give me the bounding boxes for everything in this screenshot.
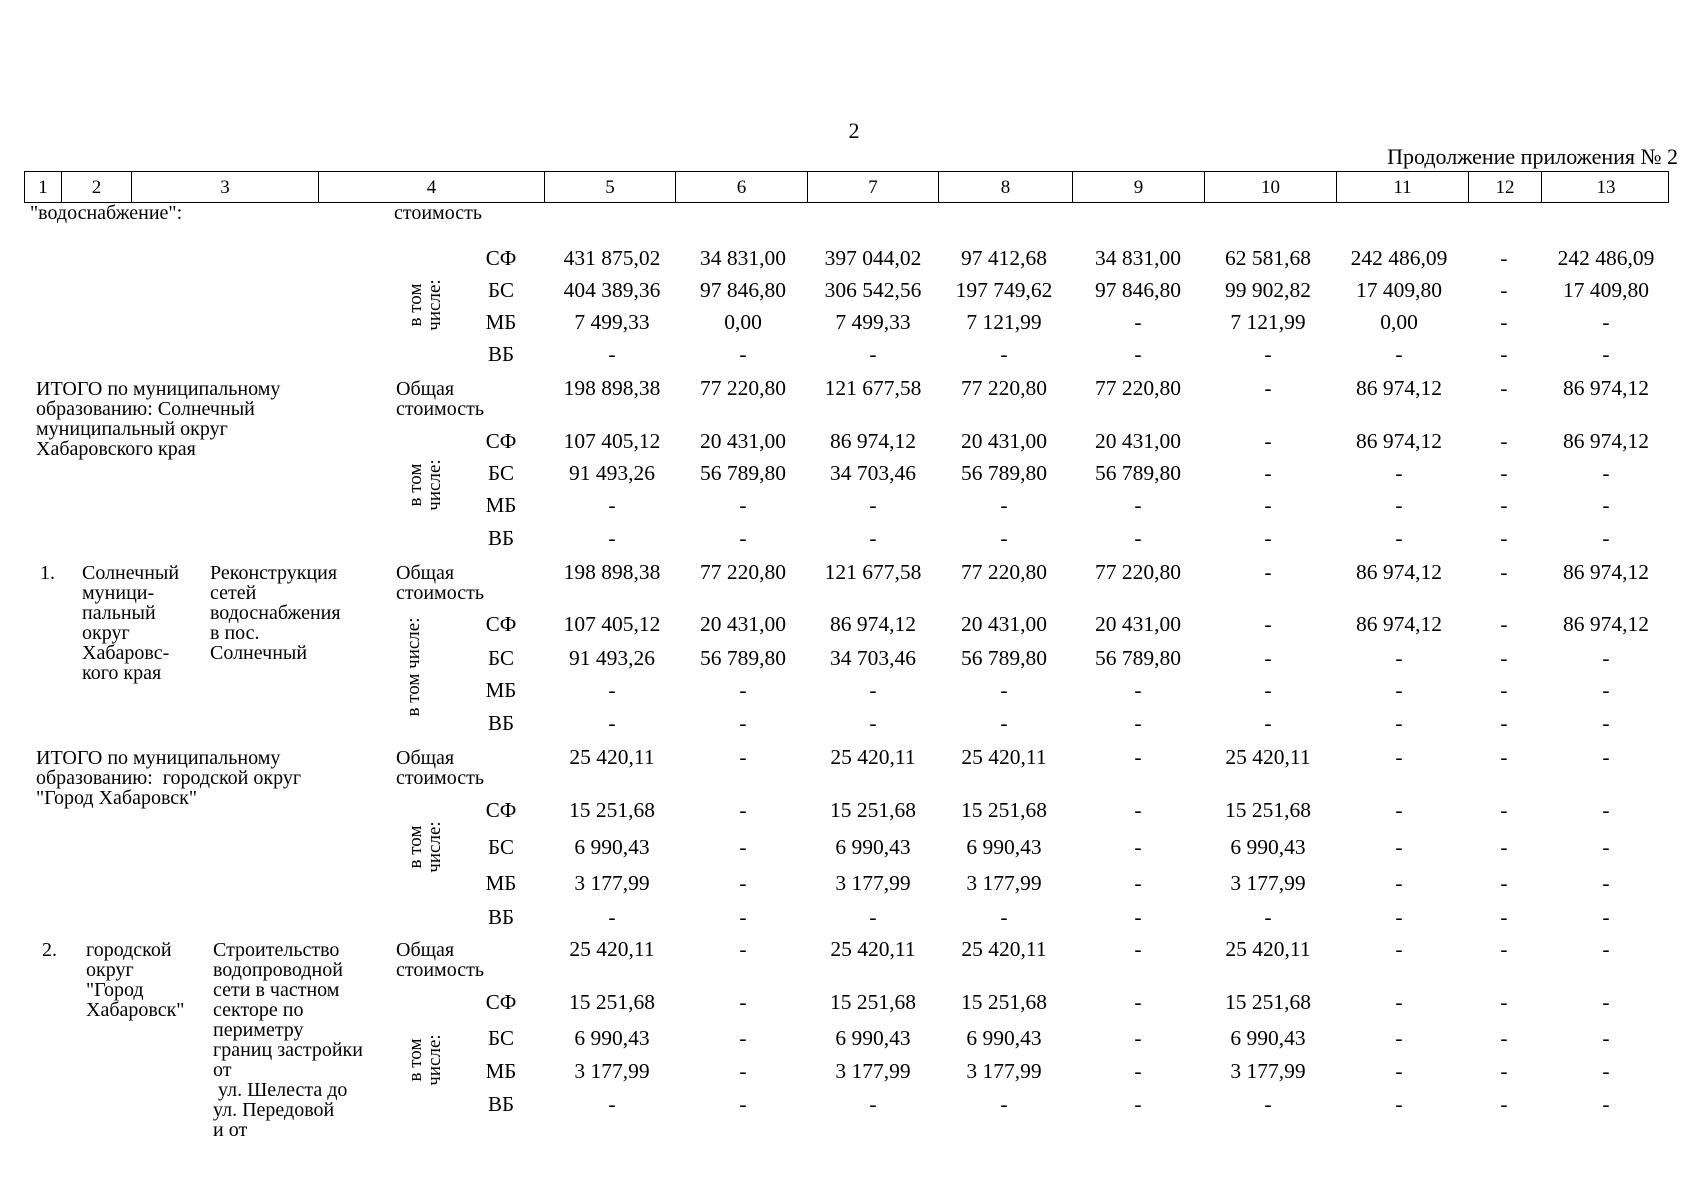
block-itogo-solnechny-row-2-col-9: - <box>1134 493 1142 517</box>
block-2-row-1-col-12: - <box>1500 1026 1508 1050</box>
block-itogo-solnechny-class-0: СФ <box>485 429 517 453</box>
block-1-total-col-13: 86 974,12 <box>1563 560 1649 584</box>
block-carry-row-1-col-9: 97 846,80 <box>1095 278 1181 302</box>
block-itogo-khabarovsk-row-0-col-9: - <box>1134 798 1142 822</box>
block-itogo-khabarovsk-row-1-col-9: - <box>1134 835 1142 859</box>
block-itogo-khabarovsk-row-1-col-13: - <box>1602 835 1610 859</box>
header-col-4: 4 <box>318 172 544 202</box>
block-carry-row-1-col-12: - <box>1500 278 1508 302</box>
block-itogo-solnechny-row-2-col-13: - <box>1602 493 1610 517</box>
block-2-row-0-col-12: - <box>1500 990 1508 1014</box>
block-2-row-1-col-8: 6 990,43 <box>966 1026 1042 1050</box>
block-2-row-1-col-5: 6 990,43 <box>574 1026 650 1050</box>
block-carry-class-2: МБ <box>485 310 517 334</box>
block-itogo-solnechny-row-2-col-7: - <box>869 493 877 517</box>
block-itogo-khabarovsk-total-col-5: 25 420,11 <box>569 745 655 769</box>
block-carry-v-tom-chisle: в том числе: <box>405 279 445 331</box>
block-itogo-khabarovsk-row-1-col-6: - <box>739 835 747 859</box>
block-1-total-col-11: 86 974,12 <box>1356 560 1442 584</box>
block-itogo-solnechny-row-0-col-10: - <box>1264 429 1272 453</box>
block-1-row-1-col-11: - <box>1395 646 1403 670</box>
block-1-row-0-col-11: 86 974,12 <box>1356 612 1442 636</box>
header-col-7: 7 <box>807 172 938 202</box>
block-1-row-1-col-6: 56 789,80 <box>700 646 786 670</box>
block-2-class-3: ВБ <box>487 1092 515 1116</box>
block-itogo-solnechny-total-col-5: 198 898,38 <box>563 376 661 400</box>
block-1-total-label: Общая стоимость <box>396 562 484 604</box>
block-carry-row-2-col-5: 7 499,33 <box>574 310 650 334</box>
block-carry-row-1-col-10: 99 902,82 <box>1225 278 1311 302</box>
block-itogo-solnechny-row-0-col-9: 20 431,00 <box>1095 429 1181 453</box>
block-1-row-2-col-12: - <box>1500 678 1508 702</box>
block-itogo-solnechny-v-tom-chisle: в том числе: <box>405 459 445 511</box>
block-itogo-solnechny-row-3-col-12: - <box>1500 526 1508 550</box>
block-itogo-solnechny-total-col-13: 86 974,12 <box>1563 376 1649 400</box>
block-itogo-solnechny-row-0-col-8: 20 431,00 <box>961 429 1047 453</box>
block-itogo-khabarovsk-total-col-9: - <box>1134 745 1142 769</box>
block-itogo-solnechny-row-0-col-12: - <box>1500 429 1508 453</box>
block-2-row-3-col-10: - <box>1264 1092 1272 1116</box>
block-carry-row-2-col-7: 7 499,33 <box>835 310 911 334</box>
header-col-13: 13 <box>1541 172 1670 202</box>
block-itogo-khabarovsk-row-0-col-13: - <box>1602 798 1610 822</box>
block-carry-row-2-col-12: - <box>1500 310 1508 334</box>
block-carry-row-0-col-8: 97 412,68 <box>961 246 1047 270</box>
block-itogo-khabarovsk-row-3-col-12: - <box>1500 905 1508 929</box>
block-itogo-solnechny-row-0-col-5: 107 405,12 <box>563 429 661 453</box>
block-1-row-2-col-8: - <box>1000 678 1008 702</box>
block-2-row-1-col-9: - <box>1134 1026 1142 1050</box>
block-2-row-0-col-8: 15 251,68 <box>961 990 1047 1014</box>
block-2-row-2-col-10: 3 177,99 <box>1230 1059 1306 1083</box>
block-2-class-2: МБ <box>485 1059 517 1083</box>
block-itogo-khabarovsk-row-2-col-11: - <box>1395 871 1403 895</box>
block-itogo-khabarovsk-total-col-13: - <box>1602 745 1610 769</box>
block-itogo-solnechny-total-col-9: 77 220,80 <box>1095 376 1181 400</box>
block-carry-row-3-col-6: - <box>739 342 747 366</box>
block-carry-row-0-col-11: 242 486,09 <box>1350 246 1448 270</box>
block-1-number: 1. <box>40 562 55 584</box>
block-2-row-2-col-11: - <box>1395 1059 1403 1083</box>
block-itogo-khabarovsk-row-1-col-8: 6 990,43 <box>966 835 1042 859</box>
block-2-row-0-col-6: - <box>739 990 747 1014</box>
block-carry-row-0-col-6: 34 831,00 <box>700 246 786 270</box>
block-carry-row-3-col-13: - <box>1602 342 1610 366</box>
block-1-total-col-12: - <box>1500 560 1508 584</box>
block-1-row-3-col-10: - <box>1264 711 1272 735</box>
block-itogo-solnechny-row-0-col-6: 20 431,00 <box>700 429 786 453</box>
block-carry-row-3-col-9: - <box>1134 342 1142 366</box>
block-itogo-solnechny-row-3-col-6: - <box>739 526 747 550</box>
block-1-total-col-10: - <box>1264 560 1272 584</box>
column-number-header <box>24 171 1669 203</box>
block-itogo-khabarovsk-row-3-col-11: - <box>1395 905 1403 929</box>
block-itogo-solnechny-row-3-col-8: - <box>1000 526 1008 550</box>
block-itogo-khabarovsk-row-2-col-7: 3 177,99 <box>835 871 911 895</box>
block-itogo-khabarovsk-row-3-col-10: - <box>1264 905 1272 929</box>
block-2-row-0-col-9: - <box>1134 990 1142 1014</box>
block-itogo-khabarovsk-row-2-col-8: 3 177,99 <box>966 871 1042 895</box>
block-2-row-2-col-13: - <box>1602 1059 1610 1083</box>
block-itogo-solnechny-row-2-col-12: - <box>1500 493 1508 517</box>
block-2-row-0-col-13: - <box>1602 990 1610 1014</box>
block-itogo-khabarovsk-row-3-col-9: - <box>1134 905 1142 929</box>
block-2-class-1: БС <box>488 1026 514 1050</box>
block-itogo-solnechny-row-1-col-13: - <box>1602 461 1610 485</box>
block-itogo-khabarovsk-total-col-11: - <box>1395 745 1403 769</box>
block-itogo-khabarovsk-total-col-10: 25 420,11 <box>1225 745 1311 769</box>
block-itogo-khabarovsk-row-0-col-8: 15 251,68 <box>961 798 1047 822</box>
header-col-6: 6 <box>675 172 807 202</box>
block-2-total-col-6: - <box>739 937 747 961</box>
appendix-title: Продолжение приложения № 2 <box>1387 144 1678 169</box>
block-itogo-khabarovsk-row-3-col-13: - <box>1602 905 1610 929</box>
block-1-row-3-col-12: - <box>1500 711 1508 735</box>
block-1-row-0-col-9: 20 431,00 <box>1095 612 1181 636</box>
block-2-row-1-col-10: 6 990,43 <box>1230 1026 1306 1050</box>
block-itogo-khabarovsk-row-2-col-10: 3 177,99 <box>1230 871 1306 895</box>
header-col-1: 1 <box>38 177 48 198</box>
block-1-total-col-8: 77 220,80 <box>961 560 1047 584</box>
block-1-row-2-col-10: - <box>1264 678 1272 702</box>
block-itogo-solnechny-row-2-col-11: - <box>1395 493 1403 517</box>
block-itogo-solnechny-row-2-col-10: - <box>1264 493 1272 517</box>
block-itogo-solnechny-title: ИТОГО по муниципальному образованию: Солнечный муниципальный округ Хабаровского края <box>36 378 281 460</box>
block-2-row-0-col-10: 15 251,68 <box>1225 990 1311 1014</box>
block-itogo-solnechny-row-3-col-10: - <box>1264 526 1272 550</box>
block-itogo-khabarovsk-row-1-col-12: - <box>1500 835 1508 859</box>
block-carry-row-2-col-13: - <box>1602 310 1610 334</box>
block-1-class-3: ВБ <box>487 711 515 735</box>
block-1-row-0-col-10: - <box>1264 612 1272 636</box>
block-2-row-2-col-12: - <box>1500 1059 1508 1083</box>
header-col-11: 11 <box>1336 172 1468 202</box>
block-itogo-solnechny-total-col-12: - <box>1500 376 1508 400</box>
block-2-row-1-col-6: - <box>739 1026 747 1050</box>
block-itogo-solnechny-total-col-8: 77 220,80 <box>961 376 1047 400</box>
block-itogo-solnechny-total-col-11: 86 974,12 <box>1356 376 1442 400</box>
block-itogo-khabarovsk-row-1-col-10: 6 990,43 <box>1230 835 1306 859</box>
block-itogo-solnechny-row-1-col-10: - <box>1264 461 1272 485</box>
block-1-row-3-col-5: - <box>608 711 616 735</box>
block-carry-row-0-col-9: 34 831,00 <box>1095 246 1181 270</box>
block-carry-row-2-col-11: 0,00 <box>1380 310 1418 334</box>
block-1-row-0-col-6: 20 431,00 <box>700 612 786 636</box>
block-carry-row-1-col-8: 197 749,62 <box>955 278 1053 302</box>
block-itogo-solnechny-row-0-col-13: 86 974,12 <box>1563 429 1649 453</box>
block-itogo-solnechny-class-2: МБ <box>485 493 517 517</box>
block-itogo-solnechny-row-0-col-7: 86 974,12 <box>830 429 916 453</box>
block-itogo-solnechny-row-2-col-6: - <box>739 493 747 517</box>
block-itogo-khabarovsk-row-0-col-6: - <box>739 798 747 822</box>
block-1-municipality: Солнечный муници- пальный округ Хабаровс- кого края <box>82 562 180 684</box>
block-itogo-khabarovsk-v-tom-chisle: в том числе: <box>405 821 445 873</box>
block-itogo-solnechny-row-3-col-11: - <box>1395 526 1403 550</box>
block-itogo-solnechny-class-1: БС <box>488 461 514 485</box>
block-itogo-khabarovsk-row-0-col-5: 15 251,68 <box>569 798 655 822</box>
block-1-row-1-col-9: 56 789,80 <box>1095 646 1181 670</box>
block-2-object: Строительство водопроводной сети в частном секторе по периметру границ застройки от ул. Шелеста до ул. Передовой и от <box>213 939 363 1141</box>
block-carry-row-3-col-12: - <box>1500 342 1508 366</box>
carryover-cost-tail: стоимость <box>394 202 482 224</box>
block-itogo-khabarovsk-total-col-7: 25 420,11 <box>830 745 916 769</box>
block-1-total-col-9: 77 220,80 <box>1095 560 1181 584</box>
block-itogo-khabarovsk-row-2-col-12: - <box>1500 871 1508 895</box>
block-2-row-3-col-7: - <box>869 1092 877 1116</box>
block-carry-row-1-col-13: 17 409,80 <box>1563 278 1649 302</box>
block-1-row-0-col-8: 20 431,00 <box>961 612 1047 636</box>
block-1-object: Реконструкция сетей водоснабжения в пос. Солнечный <box>210 562 341 664</box>
block-1-total-col-6: 77 220,80 <box>700 560 786 584</box>
block-itogo-solnechny-total-col-6: 77 220,80 <box>700 376 786 400</box>
block-itogo-solnechny-row-1-col-8: 56 789,80 <box>961 461 1047 485</box>
block-itogo-solnechny-row-1-col-7: 34 703,46 <box>830 461 916 485</box>
block-itogo-khabarovsk-row-2-col-6: - <box>739 871 747 895</box>
block-1-row-1-col-13: - <box>1602 646 1610 670</box>
block-itogo-khabarovsk-row-2-col-13: - <box>1602 871 1610 895</box>
block-carry-row-1-col-5: 404 389,36 <box>563 278 661 302</box>
block-2-row-1-col-11: - <box>1395 1026 1403 1050</box>
block-itogo-khabarovsk-row-3-col-8: - <box>1000 905 1008 929</box>
block-2-row-2-col-5: 3 177,99 <box>574 1059 650 1083</box>
block-itogo-khabarovsk-class-1: БС <box>488 835 514 859</box>
block-2-row-2-col-8: 3 177,99 <box>966 1059 1042 1083</box>
block-1-row-1-col-10: - <box>1264 646 1272 670</box>
block-1-row-0-col-12: - <box>1500 612 1508 636</box>
block-carry-row-0-col-5: 431 875,02 <box>563 246 661 270</box>
block-1-row-3-col-9: - <box>1134 711 1142 735</box>
block-carry-row-1-col-6: 97 846,80 <box>700 278 786 302</box>
block-1-total-col-7: 121 677,58 <box>824 560 922 584</box>
block-2-total-col-8: 25 420,11 <box>961 937 1047 961</box>
block-itogo-khabarovsk-class-0: СФ <box>485 798 517 822</box>
block-itogo-solnechny-total-col-7: 121 677,58 <box>824 376 922 400</box>
block-carry-row-0-col-7: 397 044,02 <box>824 246 922 270</box>
block-2-row-1-col-13: - <box>1602 1026 1610 1050</box>
block-itogo-khabarovsk-row-0-col-11: - <box>1395 798 1403 822</box>
block-1-row-2-col-11: - <box>1395 678 1403 702</box>
block-itogo-khabarovsk-total-col-12: - <box>1500 745 1508 769</box>
block-carry-row-2-col-8: 7 121,99 <box>966 310 1042 334</box>
block-2-row-3-col-11: - <box>1395 1092 1403 1116</box>
block-itogo-khabarovsk-title: ИТОГО по муниципальному образованию: городской округ "Город Хабаровск" <box>36 747 302 809</box>
block-itogo-solnechny-row-3-col-7: - <box>869 526 877 550</box>
header-col-10: 10 <box>1204 172 1336 202</box>
header-col-12: 12 <box>1468 172 1541 202</box>
block-1-row-3-col-7: - <box>869 711 877 735</box>
block-1-row-3-col-13: - <box>1602 711 1610 735</box>
block-1-row-1-col-12: - <box>1500 646 1508 670</box>
block-itogo-solnechny-row-1-col-11: - <box>1395 461 1403 485</box>
block-itogo-khabarovsk-total-label: Общая стоимость <box>396 747 484 789</box>
block-2-row-3-col-5: - <box>608 1092 616 1116</box>
block-itogo-solnechny-row-1-col-9: 56 789,80 <box>1095 461 1181 485</box>
block-1-row-2-col-5: - <box>608 678 616 702</box>
block-1-total-col-5: 198 898,38 <box>563 560 661 584</box>
block-1-row-2-col-9: - <box>1134 678 1142 702</box>
block-itogo-solnechny-class-3: ВБ <box>487 526 515 550</box>
block-2-v-tom-chisle: в том числе: <box>405 1034 445 1086</box>
block-carry-row-0-col-10: 62 581,68 <box>1225 246 1311 270</box>
block-itogo-solnechny-row-3-col-9: - <box>1134 526 1142 550</box>
block-1-row-0-col-7: 86 974,12 <box>830 612 916 636</box>
block-carry-row-0-col-13: 242 486,09 <box>1557 246 1655 270</box>
block-itogo-khabarovsk-row-1-col-7: 6 990,43 <box>835 835 911 859</box>
block-itogo-khabarovsk-total-col-8: 25 420,11 <box>961 745 1047 769</box>
block-itogo-khabarovsk-row-1-col-11: - <box>1395 835 1403 859</box>
block-2-row-0-col-11: - <box>1395 990 1403 1014</box>
block-1-row-0-col-13: 86 974,12 <box>1563 612 1649 636</box>
block-2-row-3-col-8: - <box>1000 1092 1008 1116</box>
block-2-total-col-12: - <box>1500 937 1508 961</box>
block-itogo-khabarovsk-row-3-col-6: - <box>739 905 747 929</box>
block-1-v-tom-chisle: в том числе: <box>403 617 424 717</box>
header-col-9: 9 <box>1072 172 1204 202</box>
block-carry-class-1: БС <box>488 278 514 302</box>
block-carry-row-3-col-11: - <box>1395 342 1403 366</box>
block-itogo-solnechny-row-2-col-5: - <box>608 493 616 517</box>
block-itogo-solnechny-row-1-col-5: 91 493,26 <box>569 461 655 485</box>
block-carry-row-2-col-9: - <box>1134 310 1142 334</box>
block-1-row-3-col-8: - <box>1000 711 1008 735</box>
block-1-row-1-col-5: 91 493,26 <box>569 646 655 670</box>
block-itogo-solnechny-total-label: Общая стоимость <box>396 378 484 420</box>
block-itogo-solnechny-row-3-col-13: - <box>1602 526 1610 550</box>
block-carry-row-2-col-10: 7 121,99 <box>1230 310 1306 334</box>
header-col-8: 8 <box>938 172 1072 202</box>
block-2-total-col-9: - <box>1134 937 1142 961</box>
block-carry-class-0: СФ <box>485 246 517 270</box>
block-2-row-3-col-12: - <box>1500 1092 1508 1116</box>
block-carry-class-3: ВБ <box>487 342 515 366</box>
block-2-total-col-13: - <box>1602 937 1610 961</box>
page-number: 2 <box>848 118 860 143</box>
block-1-row-3-col-11: - <box>1395 711 1403 735</box>
block-carry-row-0-col-12: - <box>1500 246 1508 270</box>
block-itogo-solnechny-row-3-col-5: - <box>608 526 616 550</box>
block-2-total-col-10: 25 420,11 <box>1225 937 1311 961</box>
block-itogo-solnechny-row-2-col-8: - <box>1000 493 1008 517</box>
block-2-row-1-col-7: 6 990,43 <box>835 1026 911 1050</box>
block-itogo-solnechny-total-col-10: - <box>1264 376 1272 400</box>
block-2-total-col-5: 25 420,11 <box>569 937 655 961</box>
block-itogo-khabarovsk-row-3-col-5: - <box>608 905 616 929</box>
block-1-row-3-col-6: - <box>739 711 747 735</box>
block-itogo-solnechny-row-0-col-11: 86 974,12 <box>1356 429 1442 453</box>
block-1-row-0-col-5: 107 405,12 <box>563 612 661 636</box>
block-1-row-1-col-8: 56 789,80 <box>961 646 1047 670</box>
block-itogo-solnechny-row-1-col-12: - <box>1500 461 1508 485</box>
block-2-row-3-col-13: - <box>1602 1092 1610 1116</box>
block-2-total-col-11: - <box>1395 937 1403 961</box>
block-itogo-khabarovsk-row-0-col-12: - <box>1500 798 1508 822</box>
block-carry-row-3-col-10: - <box>1264 342 1272 366</box>
block-carry-row-1-col-11: 17 409,80 <box>1356 278 1442 302</box>
block-itogo-khabarovsk-row-1-col-5: 6 990,43 <box>574 835 650 859</box>
header-col-3: 3 <box>131 172 318 202</box>
block-1-class-1: БС <box>488 646 514 670</box>
block-1-class-2: МБ <box>485 678 517 702</box>
block-itogo-khabarovsk-row-2-col-9: - <box>1134 871 1142 895</box>
block-2-row-3-col-6: - <box>739 1092 747 1116</box>
block-itogo-khabarovsk-row-0-col-10: 15 251,68 <box>1225 798 1311 822</box>
block-2-total-label: Общая стоимость <box>396 939 484 981</box>
block-carry-row-3-col-5: - <box>608 342 616 366</box>
block-1-row-2-col-7: - <box>869 678 877 702</box>
block-2-row-0-col-7: 15 251,68 <box>830 990 916 1014</box>
block-1-row-1-col-7: 34 703,46 <box>830 646 916 670</box>
block-itogo-khabarovsk-row-2-col-5: 3 177,99 <box>574 871 650 895</box>
block-itogo-khabarovsk-class-3: ВБ <box>487 905 515 929</box>
header-col-5: 5 <box>544 172 675 202</box>
block-itogo-khabarovsk-row-3-col-7: - <box>869 905 877 929</box>
block-2-row-2-col-6: - <box>739 1059 747 1083</box>
block-2-row-0-col-5: 15 251,68 <box>569 990 655 1014</box>
block-2-row-2-col-7: 3 177,99 <box>835 1059 911 1083</box>
block-carry-row-1-col-7: 306 542,56 <box>824 278 922 302</box>
block-2-total-col-7: 25 420,11 <box>830 937 916 961</box>
block-itogo-khabarovsk-total-col-6: - <box>739 745 747 769</box>
block-itogo-khabarovsk-class-2: МБ <box>485 871 517 895</box>
block-2-municipality: городской округ "Город Хабаровск" <box>86 939 185 1021</box>
block-itogo-khabarovsk-row-0-col-7: 15 251,68 <box>830 798 916 822</box>
block-1-row-2-col-13: - <box>1602 678 1610 702</box>
block-1-row-2-col-6: - <box>739 678 747 702</box>
block-2-number: 2. <box>42 939 57 961</box>
block-carry-row-2-col-6: 0,00 <box>724 310 762 334</box>
carryover-label: "водоснабжение": <box>30 202 183 224</box>
block-carry-row-3-col-7: - <box>869 342 877 366</box>
block-2-row-3-col-9: - <box>1134 1092 1142 1116</box>
block-carry-row-3-col-8: - <box>1000 342 1008 366</box>
header-col-2: 2 <box>61 172 131 202</box>
block-itogo-solnechny-row-1-col-6: 56 789,80 <box>700 461 786 485</box>
block-1-class-0: СФ <box>485 612 517 636</box>
block-2-class-0: СФ <box>485 990 517 1014</box>
block-2-row-2-col-9: - <box>1134 1059 1142 1083</box>
